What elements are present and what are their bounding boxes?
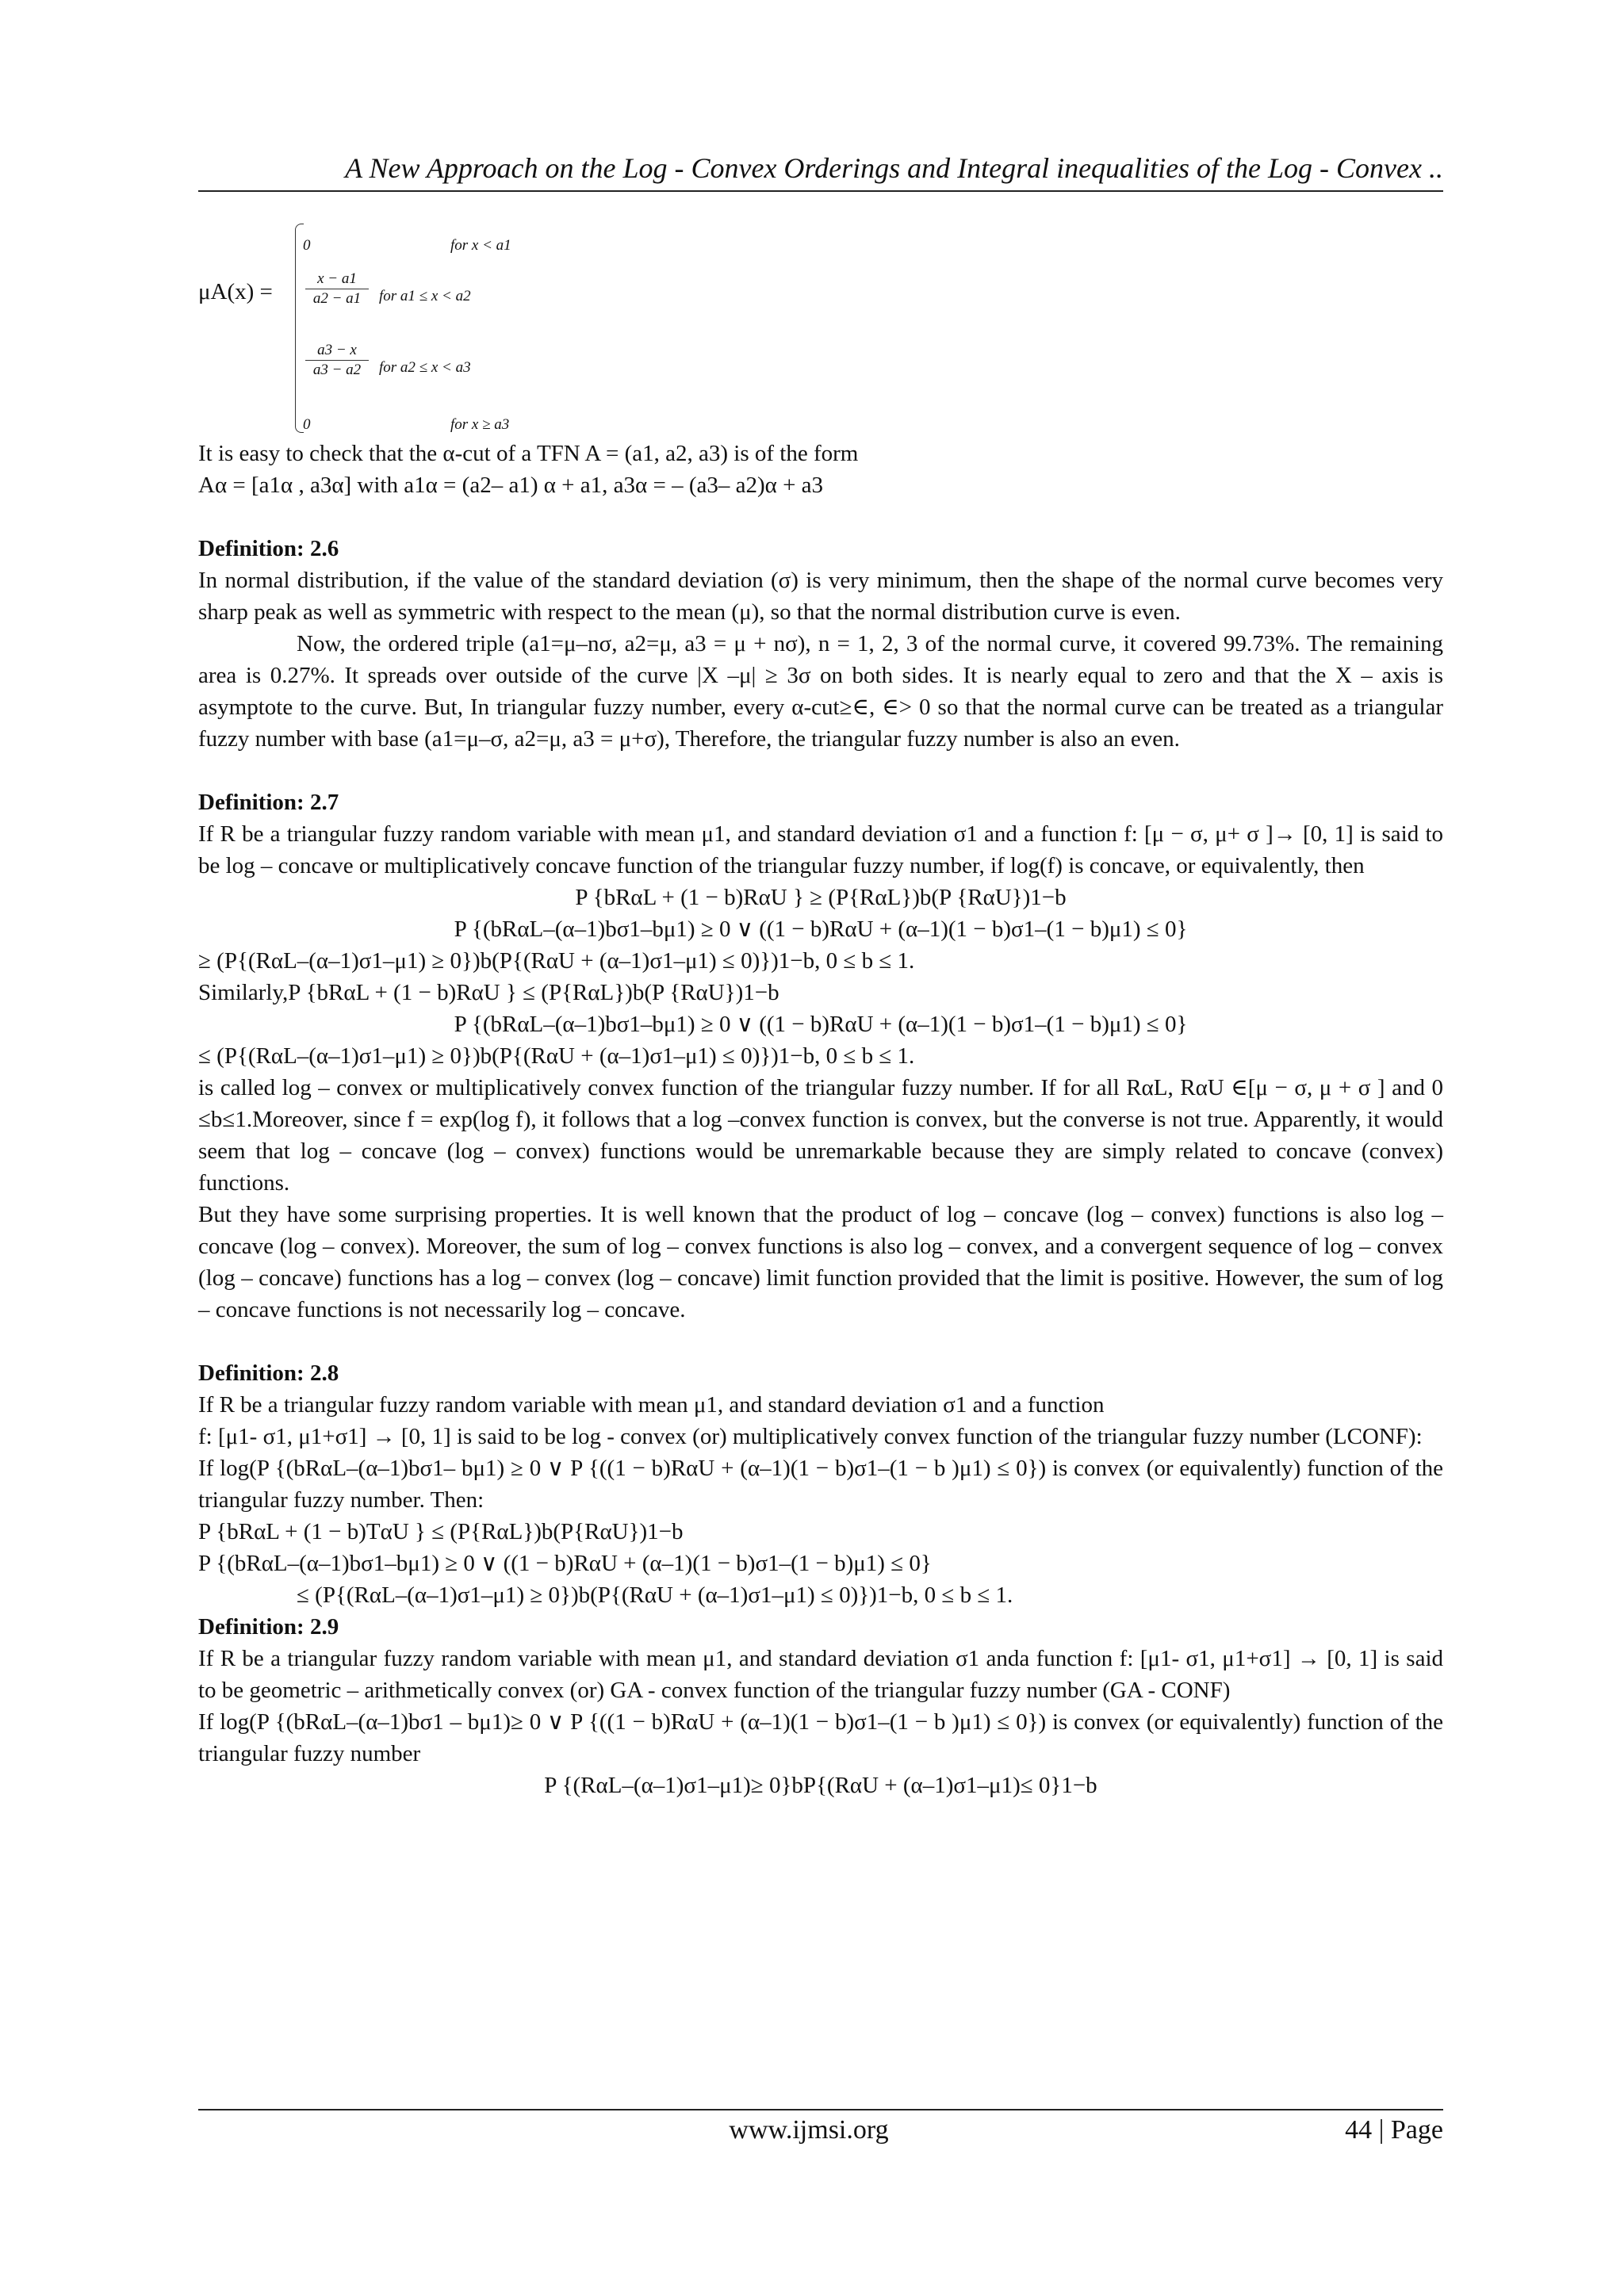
piece-value: 0 bbox=[303, 237, 311, 254]
membership-label: μA(x) = bbox=[198, 279, 273, 304]
paragraph: Now, the ordered triple (a1=μ–nσ, a2=μ, a3 = μ + nσ), n = 1, 2, 3 of the normal curve, it covered 99.73%. The remaining area is 0.27%. It spreads over outside of the curve |X –μ| ≥ 3σ on both sides. It is nearly equal to zero and that the X – axis is asymptote to the curve. But, In triangular fuzzy number, every α-cut≥∈, ∈> 0 so that the normal curve can be treated as a triangular fuzzy number with base (a1=μ–σ, a2=μ, a3 = μ+σ), Therefore, the triangular fuzzy number is also an even. bbox=[198, 631, 1443, 752]
fraction-numerator: x − a1 bbox=[305, 270, 369, 289]
paragraph: If R be a triangular fuzzy random variable with mean μ1, and standard deviation σ1 and a function f: [μ − σ, μ+ σ ]→ [0, 1] is said to be log – concave or multiplicatively concave function of the triangular fuzzy number, if log(f) is concave, or equivalently, then bbox=[198, 821, 1443, 878]
equation: ≤ (P{(RαL–(α–1)σ1–μ1) ≥ 0})b(P{(RαU + (α–1)σ1–μ1) ≤ 0)})1−b, 0 ≤ b ≤ 1. bbox=[198, 1043, 915, 1069]
fraction-denominator: a2 − a1 bbox=[312, 290, 362, 307]
equation: P {(bRαL–(α–1)bσ1–bμ1) ≥ 0 ∨ ((1 − b)RαU + (α–1)(1 − b)σ1–(1 − b)μ1) ≤ 0} bbox=[198, 1551, 932, 1576]
equation: P {(bRαL–(α–1)bσ1–bμ1) ≥ 0 ∨ ((1 − b)RαU + (α–1)(1 − b)σ1–(1 − b)μ1) ≤ 0} bbox=[454, 916, 1188, 942]
paragraph: If R be a triangular fuzzy random variable with mean μ1, and standard deviation σ1 and a function bbox=[198, 1392, 1105, 1418]
equation: Aα = [a1α , a3α] with a1α = (a2– a1) α + a1, a3α = – (a3– a2)α + a3 bbox=[198, 473, 824, 498]
definition-heading: Definition: 2.8 bbox=[198, 1360, 339, 1386]
piece-condition: for x ≥ a3 bbox=[450, 416, 510, 433]
equation: ≥ (P{(RαL–(α–1)σ1–μ1) ≥ 0})b(P{(RαU + (α–1)σ1–μ1) ≤ 0)})1−b, 0 ≤ b ≤ 1. bbox=[198, 948, 915, 974]
piece-fraction bbox=[305, 270, 369, 308]
fraction-numerator: a3 − x bbox=[305, 341, 369, 361]
paragraph: In normal distribution, if the value of the standard deviation (σ) is very minimum, then the shape of the normal curve becomes very sharp peak as well as symmetric with respect to the mean (μ), so that the normal distribution curve is even. bbox=[198, 568, 1443, 625]
equation: P {bRαL + (1 − b)RαU } ≥ (P{RαL})b(P {RαU})1−b bbox=[575, 885, 1067, 910]
equation: P {bRαL + (1 − b)TαU } ≤ (P{RαL})b(P{RαU})1−b bbox=[198, 1519, 684, 1544]
equation: P {(bRαL–(α–1)bσ1–bμ1) ≥ 0 ∨ ((1 − b)RαU + (α–1)(1 − b)σ1–(1 − b)μ1) ≤ 0} bbox=[454, 1012, 1188, 1037]
footer-url: www.ijmsi.org bbox=[729, 2115, 889, 2145]
footer-rule bbox=[198, 2109, 1443, 2110]
paragraph: is called log – convex or multiplicatively convex function of the triangular fuzzy number. If for all RαL, RαU ∈[μ − σ, μ + σ ] and 0 ≤b≤1.Moreover, since f = exp(log f), it follows that a log –convex function is convex, but the converse is not true. Apparently, it would seem that log – concave (log – convex) functions would be unremarkable because they are simply related to concave (convex) functions. bbox=[198, 1075, 1443, 1196]
paragraph: But they have some surprising properties. It is well known that the product of log – concave (log – convex) functions is also log – concave (log – convex). Moreover, the sum of log – convex functions is also log – convex, and a convergent sequence of log – convex (log – concave) functions has a log – convex (log – concave) limit function provided that the limit is positive. However, the sum of log – concave functions is not necessarily log – concave. bbox=[198, 1202, 1443, 1322]
page-number: 44 | Page bbox=[1345, 2115, 1443, 2145]
piece-value: 0 bbox=[303, 416, 311, 433]
piece-fraction bbox=[305, 341, 369, 380]
definition-heading: Definition: 2.9 bbox=[198, 1614, 339, 1640]
definition-heading: Definition: 2.6 bbox=[198, 536, 339, 561]
equation: P {(RαL–(α–1)σ1–μ1)≥ 0}bP{(RαU + (α–1)σ1–μ1)≤ 0}1−b bbox=[544, 1773, 1097, 1798]
equation: Similarly,P {bRαL + (1 − b)RαU } ≤ (P{RαL})b(P {RαU})1−b bbox=[198, 980, 779, 1005]
page-body bbox=[198, 224, 1443, 1801]
fraction-denominator: a3 − a2 bbox=[312, 362, 362, 378]
equation: ≤ (P{(RαL–(α–1)σ1–μ1) ≥ 0})b(P{(RαU + (α–1)σ1–μ1) ≤ 0)})1−b, 0 ≤ b ≤ 1. bbox=[297, 1582, 1013, 1608]
membership-function bbox=[198, 224, 1443, 431]
paragraph: If R be a triangular fuzzy random variable with mean μ1, and standard deviation σ1 anda function f: [μ1- σ1, μ1+σ1] → [0, 1] is said to be geometric – arithmetically convex (or) GA - convex function of the triangular fuzzy number (GA - CONF) bbox=[198, 1646, 1443, 1703]
document-page bbox=[198, 0, 1443, 2296]
piece-condition: for a1 ≤ x < a2 bbox=[379, 288, 471, 304]
piece-condition: for a2 ≤ x < a3 bbox=[379, 359, 471, 376]
paragraph: If log(P {(bRαL–(α–1)bσ1 – bμ1)≥ 0 ∨ P {((1 − b)RαU + (α–1)(1 − b)σ1–(1 − b )μ1) ≤ 0}) is convex (or equivalently) function of the triangular fuzzy number bbox=[198, 1709, 1443, 1766]
running-header: A New Approach on the Log - Convex Orderings and Integral inequalities of the Log - Convex .. bbox=[345, 152, 1443, 184]
paragraph: It is easy to check that the α-cut of a TFN A = (a1, a2, a3) is of the form bbox=[198, 441, 859, 466]
definition-heading: Definition: 2.7 bbox=[198, 790, 339, 815]
piece-condition: for x < a1 bbox=[450, 237, 511, 254]
paragraph: f: [μ1- σ1, μ1+σ1] → [0, 1] is said to be log - convex (or) multiplicatively convex function of the triangular fuzzy number (LCONF): bbox=[198, 1424, 1423, 1449]
header-rule bbox=[198, 190, 1443, 192]
paragraph: If log(P {(bRαL–(α–1)bσ1– bμ1) ≥ 0 ∨ P {((1 − b)RαU + (α–1)(1 − b)σ1–(1 − b )μ1) ≤ 0}) is convex (or equivalently) function of the triangular fuzzy number. Then: bbox=[198, 1456, 1443, 1513]
